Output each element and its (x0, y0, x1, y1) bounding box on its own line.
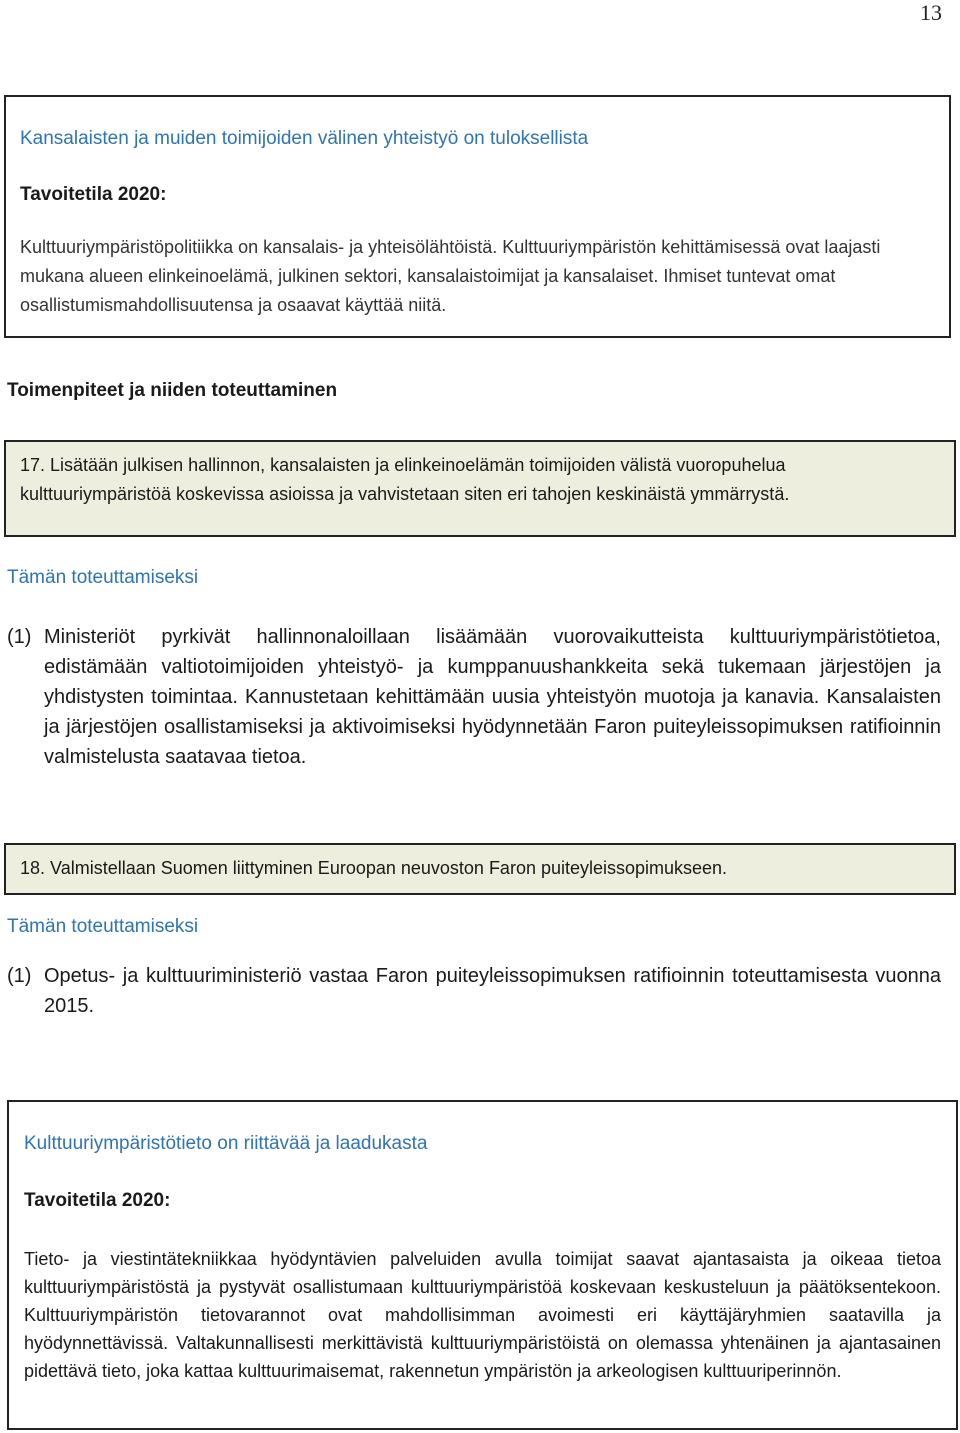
goal-text: Tieto- ja viestintätekniikkaa hyödyntävien palveluiden avulla toimijat saavat ajantasaista ja oikeaa tietoa kulttuuriympäristöstä ja pystyvät osallistumaan kulttuuriympäristöä koskevaan keskusteluun ja päätöksentekoon. Kulttuuriympäristön tietovarannot ovat mahdollisimman avoimesti eri käyttäjäryhmien saatavilla ja hyödynnettävissä. Valtakunnallisesti merkittävistä kulttuuriympäristöistä on olemassa yhtenäinen ja ajantasainen pidettävä tieto, joka kattaa kulttuurimaisemat, rakennetun ympäristön ja arkeologisen kulttuuriperinnön. (24, 1249, 941, 1381)
goal-box-cooperation (4, 95, 951, 338)
measure-17-box (4, 440, 956, 537)
item-text: Ministeriöt pyrkivät hallinnonaloillaan lisäämään vuorovaikutteista kulttuuriympäristötietoa, edistämään valtiotoimijoiden yhteistyö- ja kumppanuushankkeita sekä tukemaan järjestöjen ja yhdistysten toimintaa. Kannustetaan kehittämään uusia yhteistyön muotoja ja kanavia. Kansalaisten ja järjestöjen osallistamiseksi ja aktivoimiseksi hyödynnetään Faron puiteyleissopimuksen ratifioinnin valmistelusta saatavaa tietoa. (44, 626, 941, 768)
goal-label: Tavoitetila 2020: (20, 184, 167, 205)
goal-text: Kulttuuriympäristöpolitiikka on kansalais- ja yhteisölähtöistä. Kulttuuriympäristön kehittämisessä ovat laajasti mukana alueen elinkeinoelämä, julkinen sektori, kansalaistoimijat ja kansalaiset. Ihmiset tuntevat omat osallistumismahdollisuutensa ja osaavat käyttää niitä. (20, 237, 881, 315)
implementation-item-1 (7, 622, 941, 772)
item-number: (1) (7, 626, 32, 648)
measures-heading: Toimenpiteet ja niiden toteuttaminen (7, 380, 338, 401)
goal-label: Tavoitetila 2020: (24, 1190, 171, 1211)
implementation-heading-1: Tämän toteuttamiseksi (7, 567, 199, 588)
page-number: 13 (920, 0, 942, 25)
section-title: Kulttuuriympäristötieto on riittävää ja laadukasta (24, 1133, 428, 1154)
measure-18-text: 18. Valmistellaan Suomen liittyminen Euroopan neuvoston Faron puiteyleissopimukseen. (20, 858, 728, 878)
section-title: Kansalaisten ja muiden toimijoiden välinen yhteistyö on tuloksellista (20, 128, 589, 149)
measure-18-box (4, 843, 956, 895)
item-text: Opetus- ja kulttuuriministeriö vastaa Faron puiteyleissopimuksen ratifioinnin toteuttamisesta vuonna 2015. (44, 965, 941, 1017)
goal-box-information (7, 1100, 958, 1430)
implementation-heading-2: Tämän toteuttamiseksi (7, 916, 199, 937)
implementation-item-2 (7, 961, 941, 1021)
item-number: (1) (7, 965, 32, 987)
measure-17-text: 17. Lisätään julkisen hallinnon, kansalaisten ja elinkeinoelämän toimijoiden välistä vuoropuhelua kulttuuriympäristöä koskevissa asioissa ja vahvistetaan siten eri tahojen keskinäistä ymmärrystä. (20, 455, 790, 504)
